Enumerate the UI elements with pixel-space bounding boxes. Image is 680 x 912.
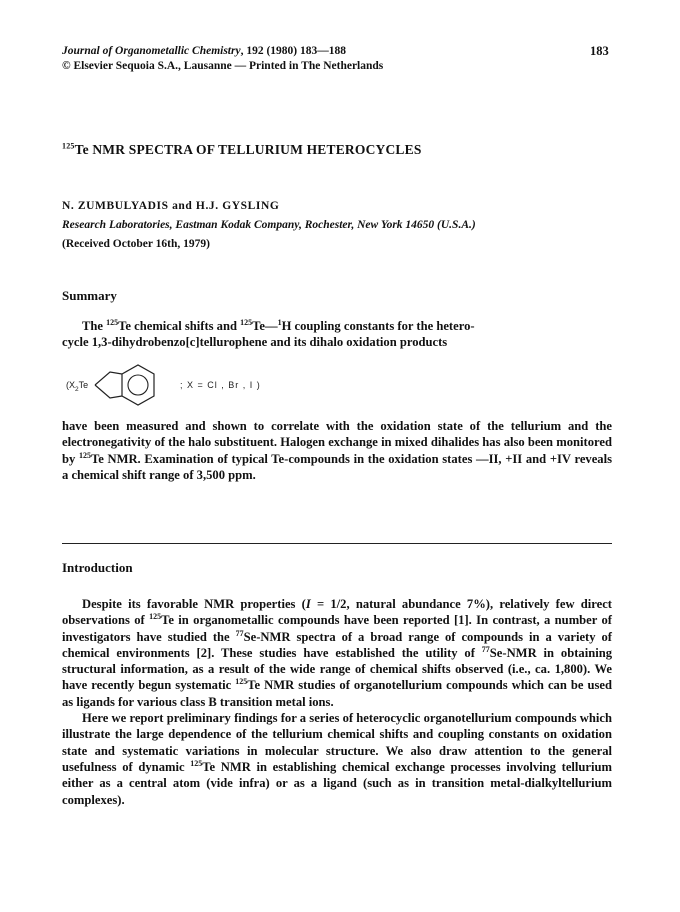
journal-citation — [62, 44, 346, 59]
paper-title — [62, 142, 422, 158]
summary-heading: Summary — [62, 288, 117, 303]
journal-name: Journal of Organometallic Chemistry — [62, 45, 241, 57]
ring-bond-lower — [95, 385, 122, 398]
introduction-heading: Introduction — [62, 560, 133, 575]
introduction-paragraph-2: Here we report preliminary findings for a series of heterocyclic organotellurium compounds which illustrate the large dependence of the tellurium chemical shifts and coupling constants on oxidation state and systematic variations in molecular structure. We also draw attention to the general usefulness of dynamic $^{125}$Te NMR in establishing chemical exchange processes involving tellurium either as a central atom (vide infra) or as a ligand (such as in transition metal-dialkyltellurium complexes). — [62, 711, 612, 807]
affiliation: Research Laboratories, Eastman Kodak Company, Rochester, New York 14650 (U.S.A.) — [62, 219, 476, 231]
summary-divider — [62, 543, 612, 544]
summary-intro — [62, 318, 612, 351]
volume-pages: , 192 (1980) 183—188 — [240, 45, 347, 57]
aromatic-circle — [128, 375, 148, 395]
summary-body — [62, 418, 612, 483]
introduction-paragraph-1: Despite its favorable NMR properties (I = 1/2, natural abundance 7%), relatively few direct observations of $^{125}$Te in organometallic compounds have been reported [1]. In contrast, a number of investigators have studied the $^{77}$Se-NMR spectra of a broad range of compounds in a variety of chemical environments [2]. These studies have established the utility of $^{77}$Se-NMR in obtaining structural information, as a result of the wide range of chemical shifts observed (i.e., ca. 1,800). We have recently begun systematic $^{125}$Te NMR studies of organotellurium compounds which can be used as ligands for various class B transition metal ions. — [62, 597, 613, 709]
introduction-body — [62, 596, 612, 808]
publisher-line: © Elsevier Sequoia S.A., Lausanne — Printed in The Netherlands — [62, 60, 384, 72]
ring-bond-upper — [95, 372, 122, 385]
summary-paragraph: have been measured and shown to correlate with the oxidation state of the tellurium and the electronegativity of the halo substituent. Halogen exchange in mixed dihalides has also been monitored by $^{125}$Te NMR. Examination of typical Te-compounds in the oxidation states —II, +II and +IV reveals a chemical shift range of 3,500 ppm. — [62, 419, 612, 482]
page-number: 183 — [590, 44, 609, 58]
benzene-ring — [122, 365, 154, 405]
summary-line-1: The $^{125}$Te chemical shifts and $^{125}$Te—$^1$H coupling constants for the hetero- — [82, 317, 475, 333]
title-isotope: 125 — [62, 141, 75, 151]
summary-line-2: cycle 1,3-dihydrobenzo[c]tellurophene and its dihalo oxidation products — [62, 335, 448, 350]
tellurophene-structure — [62, 360, 462, 406]
title-text: Te NMR SPECTRA OF TELLURIUM HETEROCYCLES — [74, 142, 422, 157]
authors: N. ZUMBULYADIS and H.J. GYSLING — [62, 200, 280, 212]
structure-label-right: ; X = Cl , Br , I ) — [180, 380, 261, 390]
structure-label-left: ($X_2Te$ — [66, 380, 89, 393]
received-date: (Received October 16th, 1979) — [62, 238, 210, 250]
